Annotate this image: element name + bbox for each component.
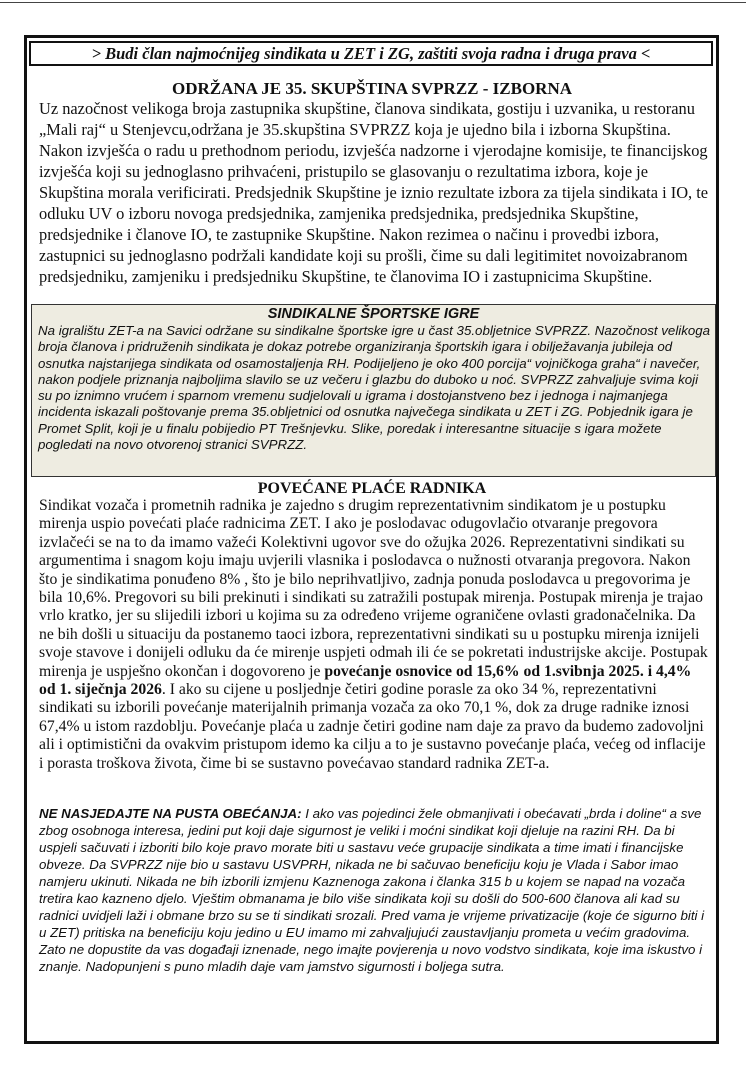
article-title-wages: POVEĆANE PLAĆE RADNIKA [257, 480, 487, 497]
warning-lead: NE NASJEDAJTE NA PUSTA OBEĆANJA: [39, 806, 302, 821]
article-body-assembly: Uz nazočnost velikoga broja zastupnika skupštine, članova sindikata, gostiju i uzvanika, u restoranu „Mali raj“ u Stenjevcu,održana je 35.skupština SVPRZZ koja je ujedno bila i izborna Skupština. Nakon izvješća o radu u prethodnom periodu, izvješća nadzorne i vjerodajne komisije, te financijskog izvješća koji su jednoglasno prihvaćeni, pristupilo se glasovanju o rezultatima izbora, koje je Skupština morala verificirati. Predsjednik Skupštine je iznio rezultate izbora za tijela sindikata i IO, te odluku UV o izboru novoga predsjednika, zamjenika predsjednika, predsjednika Skupštine, predsjednike i članove IO, te zastupnike Skupštine. Nakon rezimea o načinu i provedbi izbora, zastupnici su jednoglasno podržali kandidate koji su prošli, čime su dali legitimitet novoizabranom predsjedniku, zamjeniku i predsjedniku Skupštine, te članovima IO i zastupnicima Skupštine. [39, 99, 709, 286]
article-body-wages [39, 497, 709, 773]
sports-games-title: SINDIKALNE ŠPORTSKE IGRE [267, 306, 480, 322]
slogan-banner: > Budi član najmoćnijeg sindikata u ZET i ZG, zaštiti svoja radna i druga prava < [29, 41, 713, 66]
page-top-rule [0, 2, 746, 3]
wages-text-part1: Sindikat vozača i prometnih radnika je zajedno s drugim reprezentativnim sindikatom je u postupku mirenja uspio povećati plaće radnicima ZET. I ako je poslodavac odugovlačio otvaranje pregovora izvlačeći se na to da imamo važeći Kolektivni ugovor sve do ožujka 2026. Reprezentativni sindikati su argumentima i snagom koju imaju uvjerili vlasnika i poslodavca o nužnosti otvaranja pregovora. Nakon što je sindikatima ponuđeno 8% , što je bilo neprihvatljivo, zadnja ponuda poslodavca u pregovorima je bila 10,6%. Pregovori su bili prekinuti i sindikati su zatražili postupak mirenja. Postupak mirenja je trajao vrlo kratko, jer su slijedili izbori u kojima su za određeno vrijeme ograničene ovlasti gradonačelnika. Da ne bih došli u situaciju da postanemo taoci izbora, reprezentativni sindikati su u postupku mirenja iznijeli svoje stavove i donijeli odluku da će mirenje uspjeti odmah ili će se pokretati industrijske akcije. Postupak mirenja je uspješno okončan i dogovoreno je [39, 497, 708, 680]
wages-text-part2: . I ako su cijene u posljednje četiri godine porasle za oko 34 %, reprezentativni sindikati su izborili povećanje materijalnih primanja vozača za oko 70,1 %, dok za druge radnike iznosi 67,4% u istom razdoblju. Povećanje plaća u zadnje četiri godine nam daje za pravo da budemo zadovoljni ali i optimistični da ovakvim pristupom idemo ka cilju a to je sustavno povećanje plaća, većeg od inflacije i porasta troškova života, čime bi se sustavno povećavao standard radnika ZET-a. [39, 681, 706, 772]
warning-text: I ako vas pojedinci žele obmanjivati i obećavati „brda i doline“ a sve zbog osobnoga interesa, jedini put koji daje sigurnost je veliki i moćni sindikat koji djeluje na razini RH. Da bi uspjeli sačuvati i izboriti bilo koje pravo morate biti u sastavu veće grupacije sindikata a time imati i financijske obveze. Da SVPRZZ nije bio u sastavu USVPRH, nikada ne bi sačuvao beneficiju koju je Vlada i Sabor imao namjeru ukinuti. Nikada ne bih izborili izmjenu Kaznenoga zakona i članka 315 b u kojem se napad na vozača tretira kao kazneno djelo. Vještim obmanama je bilo više sindikata koji su došli do 500-600 članova ali kad su radnici uvidjeli laži i obmane brzo su se ti sindikati srozali. Pred vama je vrijeme privatizacije (koje će sigurno biti i u ZET) pritiska na beneficiju koju jedino u EU imamo mi zahvaljujući zaustavljanju prometa u većim gradovima. Zato ne dopustite da vas događaji iznenade, nego imajte povjerenja u novo vodstvo sindikata, koje ima iskustvo i znanje. Nadopunjeni s puno mladih daje vam jamstvo sigurnosti i boljega sutra. [39, 806, 705, 974]
wages-highlight: povećanje osnovice od 15,6% od 1.svibnja 2025. i 4,4% od 1. siječnja 2026 [39, 662, 692, 699]
article-title-assembly: ODRŽANA JE 35. SKUPŠTINA SVPRZZ - IZBORNA [171, 79, 573, 98]
sports-games-box [31, 304, 716, 477]
sports-games-body: Na igralištu ZET-a na Savici održane su sindikalne športske igre u čast 35.obljetnice SVPRZZ. Nazočnost velikoga broja članova i pridruženih sindikata je dokaz potrebe organiziranja športskih igara i obilježavanja jubileja od osnutka najstarijega sindikata od osamostaljenja RH. Podijeljeno je oko 400 porcija“ vojničkoga graha“ i navečer, nakon podjele priznanja najboljima slavilo se uz večeru i glazbu do duboko u noć. SVPRZZ zahvaljuje svima koji su po iznimno vrućem i sparnom vremenu sudjelovali u igrama i dostojanstveno bez i jednoga i najmanjega incidenta iskazali poštovanje prema 35.obljetnici od osnutka največega sindikata u ZET i ZG. Pobjednik igara je Promet Split, koji je u finalu pobijedio PT Trešnjevku. Slike, poredak i interesantne situacije s igara možete pogledati na novo otvorenoj stranici SVPRZZ. [38, 323, 711, 453]
article-body-warning [39, 805, 711, 975]
